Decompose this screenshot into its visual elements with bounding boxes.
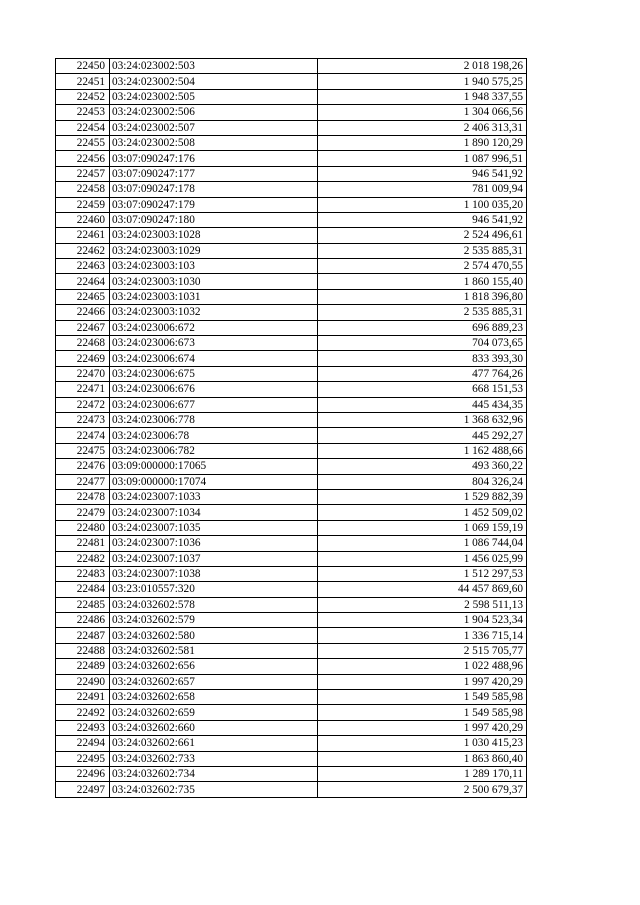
cadastral-value-cell: 2 524 496,61 bbox=[318, 228, 527, 243]
cadastral-value-cell: 1 549 585,98 bbox=[318, 690, 527, 705]
row-number-cell: 22461 bbox=[56, 228, 110, 243]
cadastral-value-cell: 1 997 420,29 bbox=[318, 720, 527, 735]
table-row bbox=[56, 336, 527, 351]
cadastral-number-cell: 03:24:023007:1034 bbox=[110, 505, 318, 520]
cadastral-value-cell: 1 456 025,99 bbox=[318, 551, 527, 566]
cadastral-value-cell: 1 948 337,55 bbox=[318, 89, 527, 104]
row-number-cell: 22452 bbox=[56, 89, 110, 104]
cadastral-number-cell: 03:24:023003:1030 bbox=[110, 274, 318, 289]
row-number-cell: 22493 bbox=[56, 720, 110, 735]
table-row bbox=[56, 105, 527, 120]
table-row bbox=[56, 474, 527, 489]
row-number-cell: 22487 bbox=[56, 628, 110, 643]
cadastral-value-cell: 1 030 415,23 bbox=[318, 736, 527, 751]
table-row bbox=[56, 643, 527, 658]
cadastral-value-cell: 946 541,92 bbox=[318, 212, 527, 227]
cadastral-number-cell: 03:24:023003:1032 bbox=[110, 305, 318, 320]
table-row bbox=[56, 412, 527, 427]
table-row bbox=[56, 720, 527, 735]
table-row bbox=[56, 135, 527, 150]
cadastral-number-cell: 03:24:032602:659 bbox=[110, 705, 318, 720]
cadastral-number-cell: 03:24:032602:580 bbox=[110, 628, 318, 643]
table-row bbox=[56, 782, 527, 797]
row-number-cell: 22471 bbox=[56, 382, 110, 397]
cadastral-value-cell: 946 541,92 bbox=[318, 166, 527, 181]
table-row bbox=[56, 243, 527, 258]
cadastral-value-cell: 2 598 511,13 bbox=[318, 597, 527, 612]
row-number-cell: 22475 bbox=[56, 443, 110, 458]
table-row bbox=[56, 582, 527, 597]
table-row bbox=[56, 166, 527, 181]
table-body bbox=[56, 59, 527, 798]
cadastral-value-cell: 1 529 882,39 bbox=[318, 489, 527, 504]
cadastral-number-cell: 03:24:023007:1038 bbox=[110, 566, 318, 581]
row-number-cell: 22456 bbox=[56, 151, 110, 166]
table-row bbox=[56, 212, 527, 227]
cadastral-number-cell: 03:24:032602:660 bbox=[110, 720, 318, 735]
row-number-cell: 22492 bbox=[56, 705, 110, 720]
cadastral-value-cell: 1 904 523,34 bbox=[318, 613, 527, 628]
cadastral-value-cell: 833 393,30 bbox=[318, 351, 527, 366]
cadastral-value-cell: 44 457 869,60 bbox=[318, 582, 527, 597]
cadastral-value-cell: 1 289 170,11 bbox=[318, 766, 527, 781]
table-row bbox=[56, 228, 527, 243]
row-number-cell: 22459 bbox=[56, 197, 110, 212]
cadastral-number-cell: 03:24:023002:508 bbox=[110, 135, 318, 150]
row-number-cell: 22470 bbox=[56, 366, 110, 381]
table-row bbox=[56, 613, 527, 628]
row-number-cell: 22465 bbox=[56, 289, 110, 304]
row-number-cell: 22463 bbox=[56, 259, 110, 274]
cadastral-value-cell: 1 368 632,96 bbox=[318, 412, 527, 427]
row-number-cell: 22479 bbox=[56, 505, 110, 520]
cadastral-number-cell: 03:24:023006:676 bbox=[110, 382, 318, 397]
table-row bbox=[56, 89, 527, 104]
table-row bbox=[56, 628, 527, 643]
cadastral-number-cell: 03:24:023007:1037 bbox=[110, 551, 318, 566]
table-row bbox=[56, 382, 527, 397]
cadastral-number-cell: 03:24:032602:579 bbox=[110, 613, 318, 628]
table-row bbox=[56, 443, 527, 458]
cadastral-number-cell: 03:07:090247:178 bbox=[110, 182, 318, 197]
table-row bbox=[56, 59, 527, 74]
table-row bbox=[56, 320, 527, 335]
row-number-cell: 22495 bbox=[56, 751, 110, 766]
cadastral-number-cell: 03:07:090247:179 bbox=[110, 197, 318, 212]
cadastral-number-cell: 03:24:023002:503 bbox=[110, 59, 318, 74]
row-number-cell: 22484 bbox=[56, 582, 110, 597]
table-row bbox=[56, 505, 527, 520]
cadastral-number-cell: 03:24:023007:1033 bbox=[110, 489, 318, 504]
cadastral-value-cell: 1 860 155,40 bbox=[318, 274, 527, 289]
table-row bbox=[56, 690, 527, 705]
table-row bbox=[56, 366, 527, 381]
table-row bbox=[56, 751, 527, 766]
cadastral-value-cell: 2 500 679,37 bbox=[318, 782, 527, 797]
cadastral-value-cell: 493 360,22 bbox=[318, 459, 527, 474]
cadastral-value-cell: 1 086 744,04 bbox=[318, 536, 527, 551]
cadastral-value-cell: 2 515 705,77 bbox=[318, 643, 527, 658]
cadastral-number-cell: 03:24:023006:673 bbox=[110, 336, 318, 351]
row-number-cell: 22474 bbox=[56, 428, 110, 443]
row-number-cell: 22454 bbox=[56, 120, 110, 135]
cadastral-number-cell: 03:24:023003:1028 bbox=[110, 228, 318, 243]
cadastral-number-cell: 03:24:023007:1036 bbox=[110, 536, 318, 551]
cadastral-value-cell: 445 434,35 bbox=[318, 397, 527, 412]
table-row bbox=[56, 259, 527, 274]
table-row bbox=[56, 674, 527, 689]
cadastral-number-cell: 03:07:090247:180 bbox=[110, 212, 318, 227]
cadastral-number-cell: 03:24:032602:658 bbox=[110, 690, 318, 705]
cadastral-number-cell: 03:24:023006:677 bbox=[110, 397, 318, 412]
cadastral-value-cell: 1 818 396,80 bbox=[318, 289, 527, 304]
cadastral-number-cell: 03:24:023006:675 bbox=[110, 366, 318, 381]
cadastral-number-cell: 03:24:023006:778 bbox=[110, 412, 318, 427]
table-row bbox=[56, 305, 527, 320]
row-number-cell: 22497 bbox=[56, 782, 110, 797]
cadastral-value-cell: 781 009,94 bbox=[318, 182, 527, 197]
cadastral-value-cell: 477 764,26 bbox=[318, 366, 527, 381]
cadastral-value-cell: 1 549 585,98 bbox=[318, 705, 527, 720]
table-row bbox=[56, 520, 527, 535]
cadastral-value-cell: 445 292,27 bbox=[318, 428, 527, 443]
table-row bbox=[56, 551, 527, 566]
cadastral-number-cell: 03:24:023006:782 bbox=[110, 443, 318, 458]
cadastral-value-cell: 2 018 198,26 bbox=[318, 59, 527, 74]
cadastral-value-cell: 1 512 297,53 bbox=[318, 566, 527, 581]
cadastral-value-cell: 1 890 120,29 bbox=[318, 135, 527, 150]
table-row bbox=[56, 459, 527, 474]
row-number-cell: 22467 bbox=[56, 320, 110, 335]
cadastral-value-cell: 1 940 575,25 bbox=[318, 74, 527, 89]
row-number-cell: 22483 bbox=[56, 566, 110, 581]
cadastral-value-cell: 1 997 420,29 bbox=[318, 674, 527, 689]
cadastral-number-cell: 03:07:090247:177 bbox=[110, 166, 318, 181]
table-row bbox=[56, 274, 527, 289]
row-number-cell: 22485 bbox=[56, 597, 110, 612]
cadastral-number-cell: 03:24:032602:735 bbox=[110, 782, 318, 797]
table-row bbox=[56, 397, 527, 412]
cadastral-number-cell: 03:24:032602:581 bbox=[110, 643, 318, 658]
cadastral-number-cell: 03:24:023002:504 bbox=[110, 74, 318, 89]
cadastral-number-cell: 03:24:023006:78 bbox=[110, 428, 318, 443]
cadastral-value-cell: 1 069 159,19 bbox=[318, 520, 527, 535]
row-number-cell: 22469 bbox=[56, 351, 110, 366]
table-row bbox=[56, 489, 527, 504]
cadastral-number-cell: 03:24:023007:1035 bbox=[110, 520, 318, 535]
table-row bbox=[56, 289, 527, 304]
row-number-cell: 22489 bbox=[56, 659, 110, 674]
row-number-cell: 22458 bbox=[56, 182, 110, 197]
cadastral-value-cell: 1 304 066,56 bbox=[318, 105, 527, 120]
row-number-cell: 22472 bbox=[56, 397, 110, 412]
row-number-cell: 22476 bbox=[56, 459, 110, 474]
cadastral-number-cell: 03:24:023003:1029 bbox=[110, 243, 318, 258]
table-row bbox=[56, 182, 527, 197]
row-number-cell: 22496 bbox=[56, 766, 110, 781]
table-row bbox=[56, 659, 527, 674]
row-number-cell: 22494 bbox=[56, 736, 110, 751]
cadastral-value-cell: 2 574 470,55 bbox=[318, 259, 527, 274]
cadastral-value-cell: 2 535 885,31 bbox=[318, 305, 527, 320]
cadastral-number-cell: 03:24:023002:506 bbox=[110, 105, 318, 120]
cadastral-number-cell: 03:24:023006:672 bbox=[110, 320, 318, 335]
row-number-cell: 22457 bbox=[56, 166, 110, 181]
row-number-cell: 22477 bbox=[56, 474, 110, 489]
row-number-cell: 22473 bbox=[56, 412, 110, 427]
table-row bbox=[56, 705, 527, 720]
table-row bbox=[56, 197, 527, 212]
cadastral-number-cell: 03:23:010557:320 bbox=[110, 582, 318, 597]
row-number-cell: 22451 bbox=[56, 74, 110, 89]
row-number-cell: 22481 bbox=[56, 536, 110, 551]
row-number-cell: 22462 bbox=[56, 243, 110, 258]
row-number-cell: 22455 bbox=[56, 135, 110, 150]
cadastral-value-cell: 2 406 313,31 bbox=[318, 120, 527, 135]
row-number-cell: 22466 bbox=[56, 305, 110, 320]
row-number-cell: 22453 bbox=[56, 105, 110, 120]
table-row bbox=[56, 536, 527, 551]
cadastral-number-cell: 03:24:023006:674 bbox=[110, 351, 318, 366]
row-number-cell: 22450 bbox=[56, 59, 110, 74]
cadastral-value-cell: 1 863 860,40 bbox=[318, 751, 527, 766]
cadastral-value-cell: 1 452 509,02 bbox=[318, 505, 527, 520]
cadastral-number-cell: 03:24:032602:656 bbox=[110, 659, 318, 674]
cadastral-value-cell: 1 100 035,20 bbox=[318, 197, 527, 212]
cadastral-value-cell: 804 326,24 bbox=[318, 474, 527, 489]
cadastral-number-cell: 03:24:032602:661 bbox=[110, 736, 318, 751]
cadastral-value-cell: 704 073,65 bbox=[318, 336, 527, 351]
row-number-cell: 22482 bbox=[56, 551, 110, 566]
row-number-cell: 22488 bbox=[56, 643, 110, 658]
table-row bbox=[56, 351, 527, 366]
row-number-cell: 22491 bbox=[56, 690, 110, 705]
cadastral-number-cell: 03:09:000000:17065 bbox=[110, 459, 318, 474]
cadastral-number-cell: 03:09:000000:17074 bbox=[110, 474, 318, 489]
cadastral-number-cell: 03:24:032602:733 bbox=[110, 751, 318, 766]
cadastral-value-cell: 2 535 885,31 bbox=[318, 243, 527, 258]
row-number-cell: 22480 bbox=[56, 520, 110, 535]
table-row bbox=[56, 766, 527, 781]
cadastral-value-cell: 696 889,23 bbox=[318, 320, 527, 335]
cadastral-value-cell: 1 087 996,51 bbox=[318, 151, 527, 166]
table-row bbox=[56, 566, 527, 581]
row-number-cell: 22464 bbox=[56, 274, 110, 289]
cadastral-number-cell: 03:24:023003:1031 bbox=[110, 289, 318, 304]
row-number-cell: 22468 bbox=[56, 336, 110, 351]
cadastral-value-table bbox=[55, 58, 527, 798]
table-row bbox=[56, 74, 527, 89]
table-row bbox=[56, 597, 527, 612]
row-number-cell: 22478 bbox=[56, 489, 110, 504]
cadastral-number-cell: 03:24:023003:103 bbox=[110, 259, 318, 274]
table-row bbox=[56, 428, 527, 443]
cadastral-number-cell: 03:07:090247:176 bbox=[110, 151, 318, 166]
cadastral-value-cell: 1 022 488,96 bbox=[318, 659, 527, 674]
cadastral-value-cell: 668 151,53 bbox=[318, 382, 527, 397]
cadastral-value-cell: 1 336 715,14 bbox=[318, 628, 527, 643]
table-row bbox=[56, 120, 527, 135]
cadastral-value-cell: 1 162 488,66 bbox=[318, 443, 527, 458]
cadastral-number-cell: 03:24:023002:507 bbox=[110, 120, 318, 135]
cadastral-number-cell: 03:24:032602:657 bbox=[110, 674, 318, 689]
row-number-cell: 22490 bbox=[56, 674, 110, 689]
row-number-cell: 22460 bbox=[56, 212, 110, 227]
row-number-cell: 22486 bbox=[56, 613, 110, 628]
cadastral-number-cell: 03:24:023002:505 bbox=[110, 89, 318, 104]
table-row bbox=[56, 736, 527, 751]
table-row bbox=[56, 151, 527, 166]
cadastral-number-cell: 03:24:032602:578 bbox=[110, 597, 318, 612]
cadastral-number-cell: 03:24:032602:734 bbox=[110, 766, 318, 781]
